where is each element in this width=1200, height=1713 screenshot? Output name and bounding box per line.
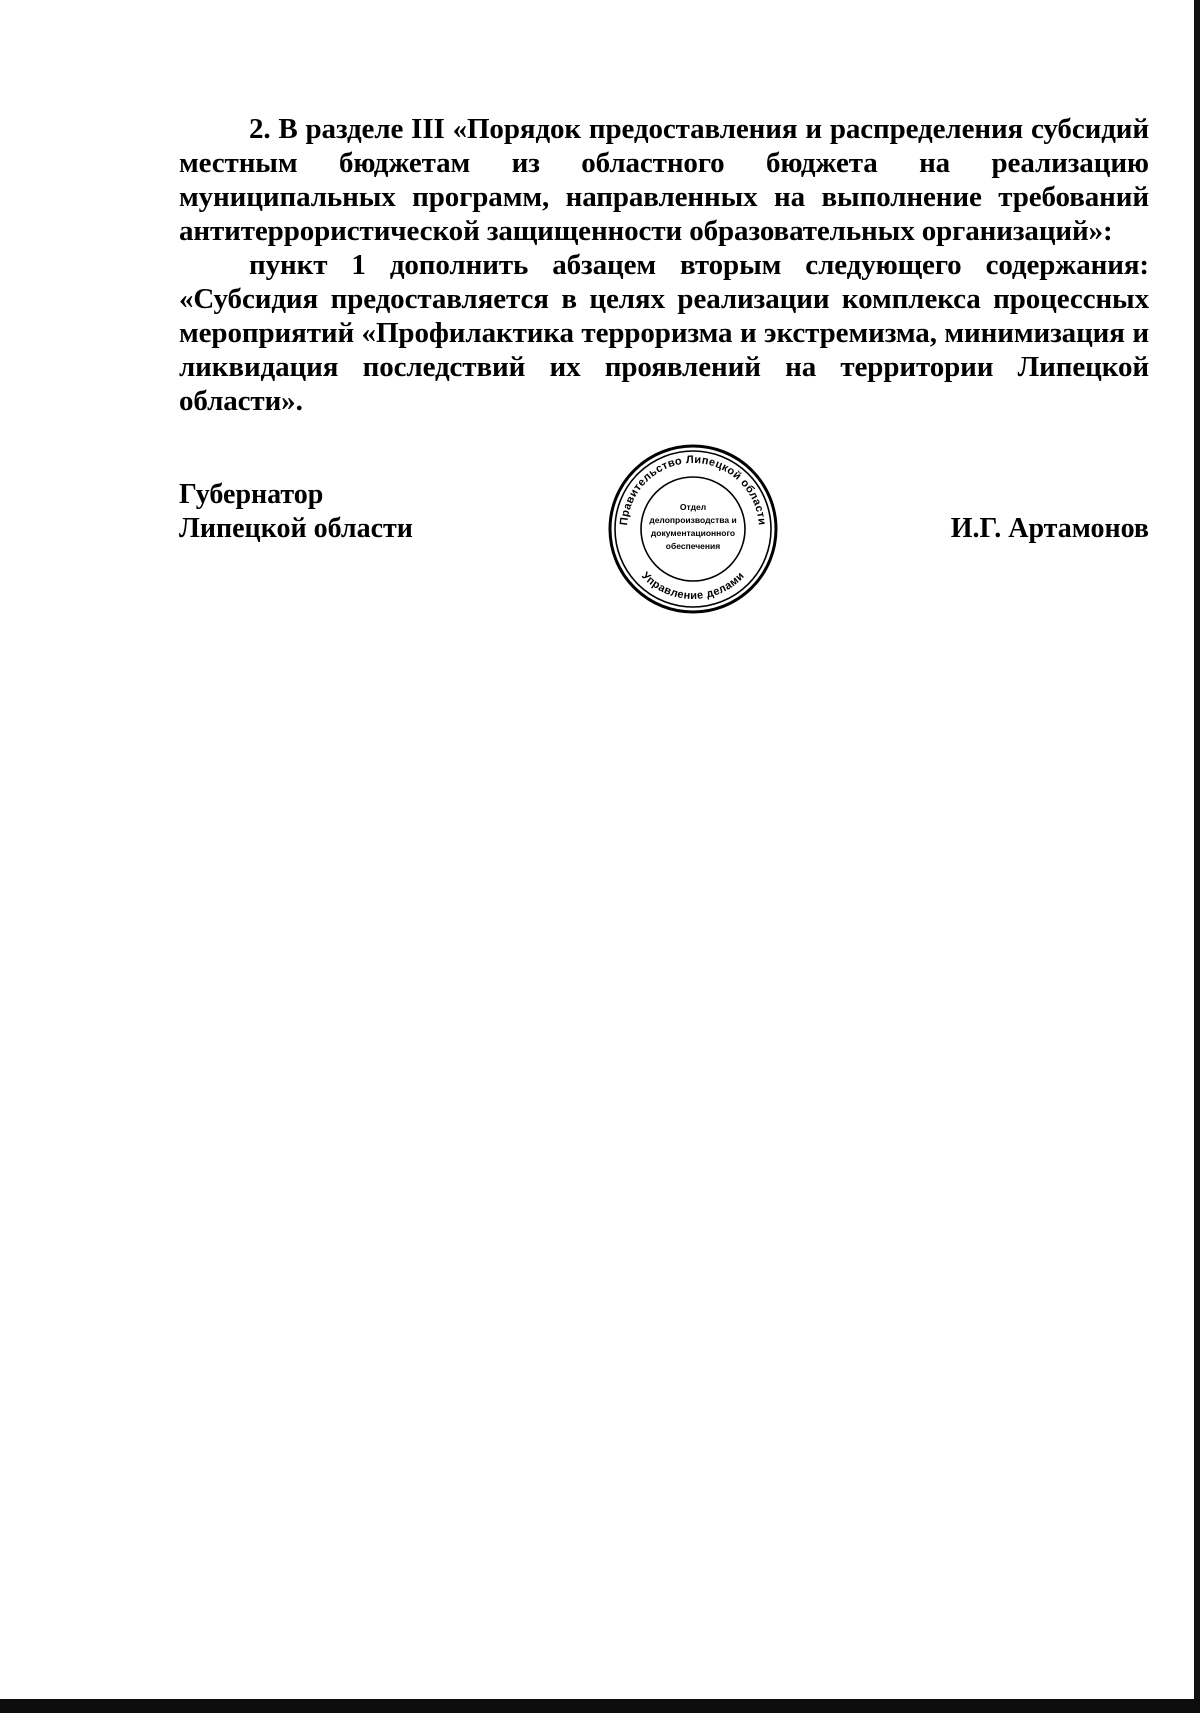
scan-bottom-edge xyxy=(0,1699,1200,1713)
paragraph-section-3: 2. В разделе III «Порядок предоставления и распределения субсидий местным бюджетам из областного бюджета на реализацию муниципальных программ, направленных на выполнение требований антитеррористической защищенности образовательных организаций»: xyxy=(179,113,1149,247)
document-body xyxy=(179,112,1149,418)
stamp-outer-top-text: Правительство Липецкой области xyxy=(618,453,768,527)
scan-right-edge xyxy=(1194,0,1200,1713)
signatory-title-line2: Липецкой области xyxy=(179,513,413,544)
signatory-name: И.Г. Артамонов xyxy=(950,513,1149,544)
stamp-center-line4: обеспечения xyxy=(665,541,721,551)
official-stamp xyxy=(607,443,779,615)
signatory-title-line1: Губернатор xyxy=(179,479,324,510)
stamp-center-line3: документационного xyxy=(650,528,736,538)
stamp-center-line2: делопроизводства и xyxy=(649,515,737,525)
signatory-title xyxy=(179,478,413,546)
stamp-outer-bottom-text: Управление делами xyxy=(639,569,747,603)
paragraph-clause-1: пункт 1 дополнить абзацем вторым следующего содержания: «Субсидия предоставляется в целях реализации комплекса процессных мероприятий «Профилактика терроризма и экстремизма, минимизация и ликвидация последствий их проявлений на территории Липецкой области». xyxy=(179,249,1149,417)
stamp-center-line1: Отдел xyxy=(679,502,707,512)
